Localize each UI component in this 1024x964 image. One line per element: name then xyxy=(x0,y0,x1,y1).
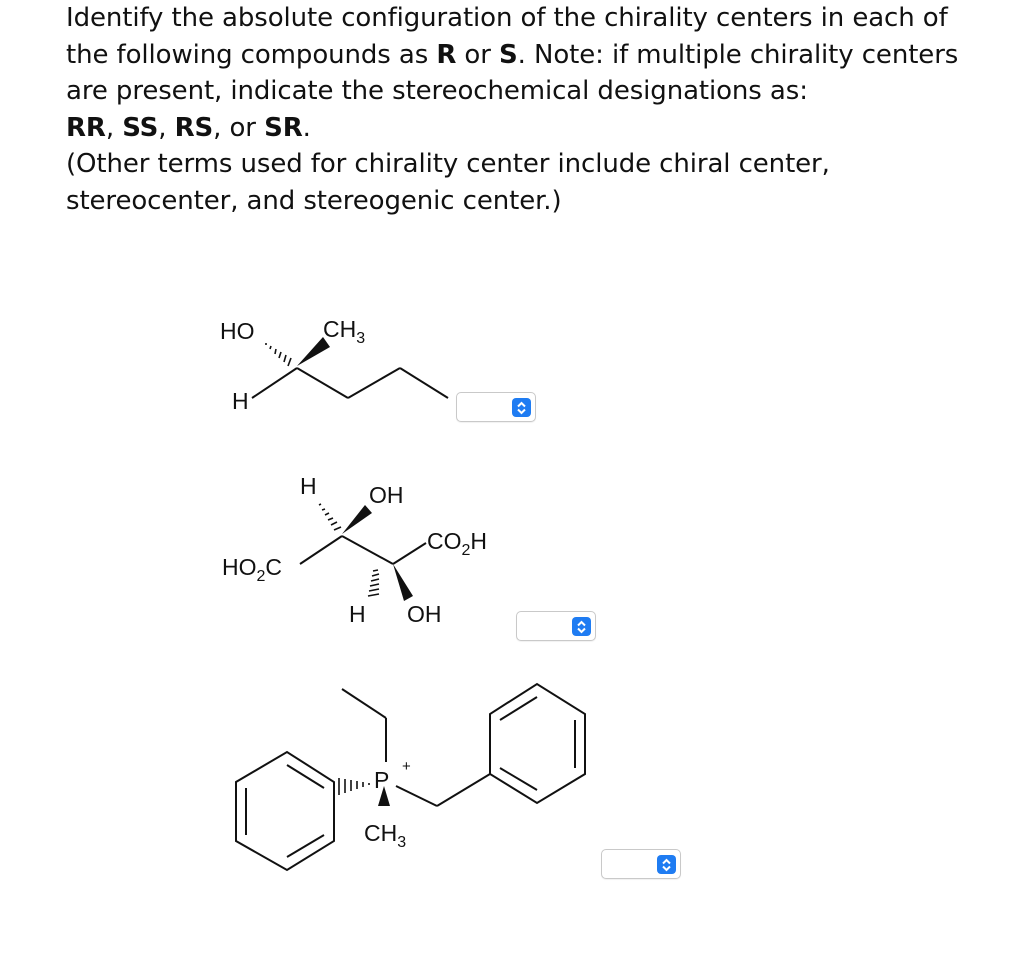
mol1-ho-label: HO xyxy=(220,318,255,344)
answer-select-3[interactable] xyxy=(601,849,681,879)
mol2-h-top-label: H xyxy=(300,473,317,499)
mol3-p-label: P xyxy=(374,767,390,793)
mol3-charge-label: + xyxy=(402,758,411,775)
select-arrows-icon xyxy=(657,855,676,874)
mol3-ch3-label: $CH_3$ xyxy=(364,820,407,851)
note-text: (Other terms used for chirality center include chiral center, stereocenter, and stereogenic center.) xyxy=(66,149,830,216)
mol1-ch3-label: $CH_3$ xyxy=(323,316,366,347)
mol1-h-label: H xyxy=(232,388,249,414)
mol2-ho2c-label: $HO_2C$ xyxy=(222,554,283,585)
mol2-oh-top-label: OH xyxy=(369,482,404,508)
instructions: Identify the absolute configuration of the chirality centers in each of the following compounds as R or S. Note: if multiple chirality centers are present, indicate the stereochemical designations as: RR, SS, RS, or SR. xyxy=(66,3,959,143)
mol2-h-bottom-label: H xyxy=(349,601,366,627)
mol3-hash-bond xyxy=(339,778,369,795)
mol2-co2h-label: $CO_2H$ xyxy=(427,528,488,559)
mol3-bonds xyxy=(236,684,585,870)
mol2-oh-bottom-label: OH xyxy=(407,601,442,627)
